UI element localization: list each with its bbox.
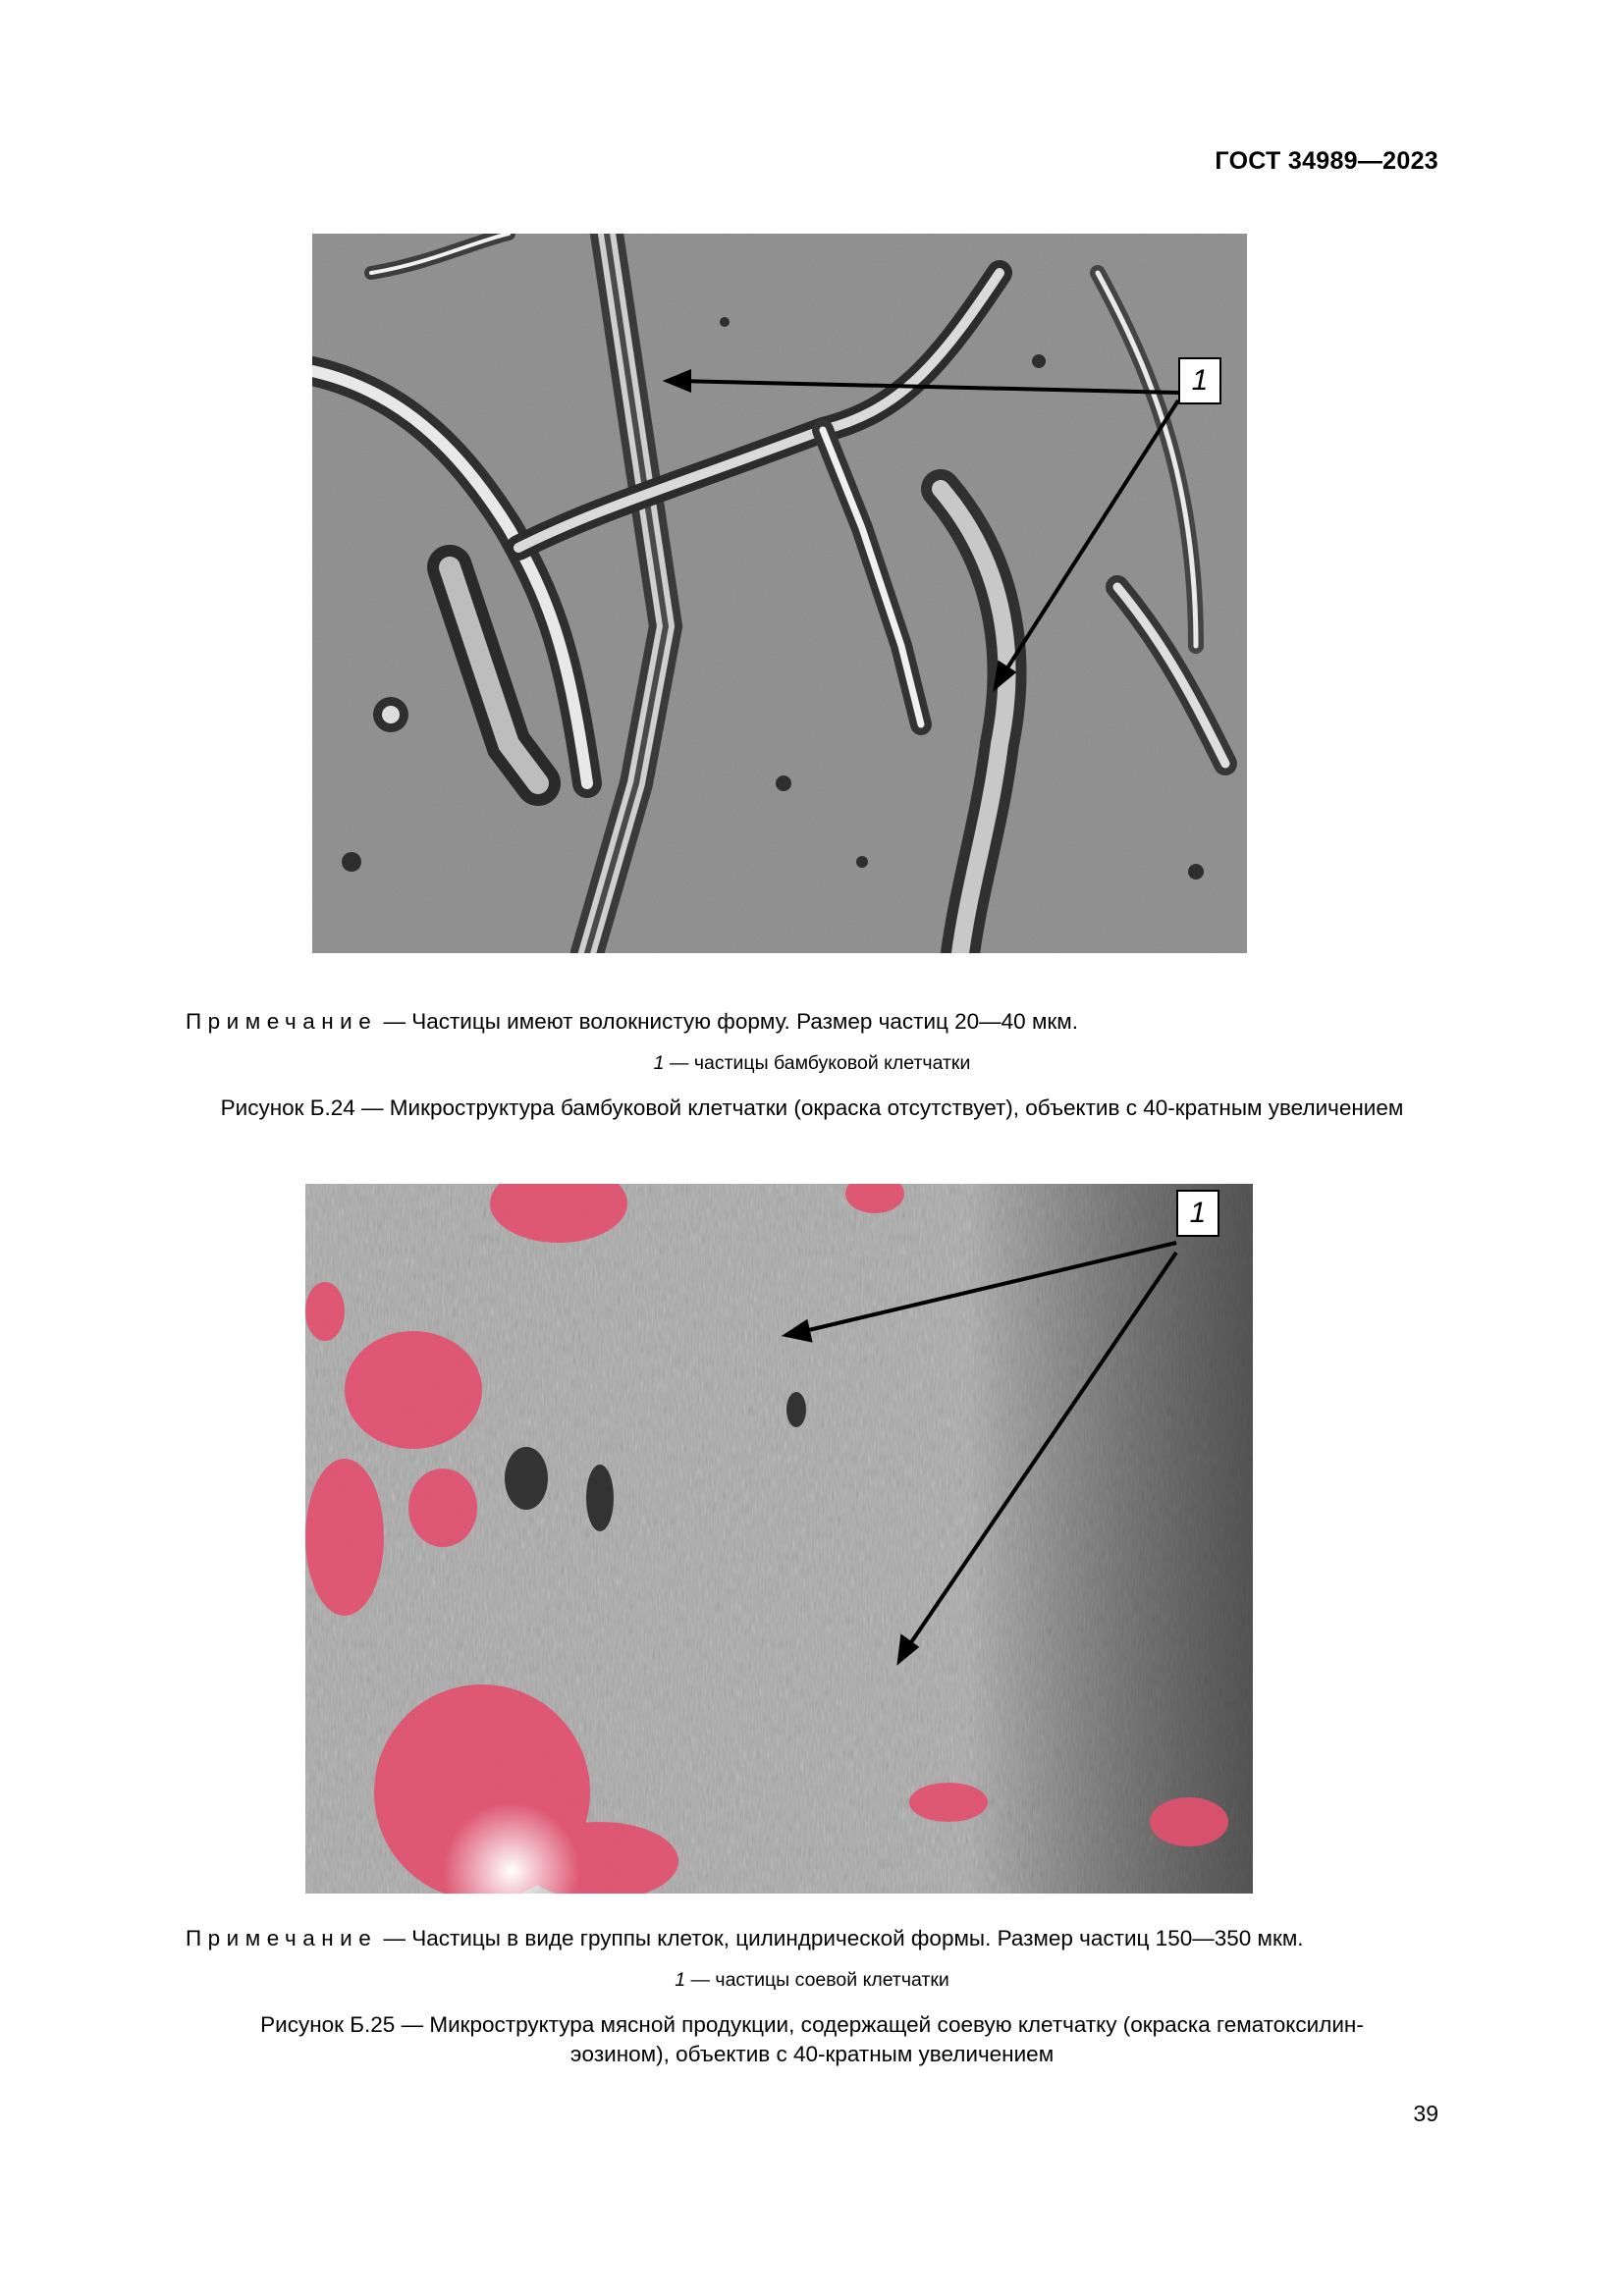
- figure-b24-caption: Рисунок Б.24 — Микроструктура бамбуковой клетчатки (окраска отсутствует), объектив с 40-кратным увеличением: [220, 1095, 1404, 1120]
- legend-number: 1: [653, 1052, 665, 1074]
- figure-b24-note: [186, 1009, 1078, 1035]
- note-label: Примечание: [186, 1926, 378, 1950]
- figure-b24-callout: 1: [1178, 357, 1221, 404]
- legend-number: 1: [675, 1969, 686, 1991]
- legend-text: — частицы бамбуковой клетчатки: [664, 1052, 971, 1074]
- caption-line-1: Рисунок Б.25 — Микроструктура мясной продукции, содержащей соевую клетчатку (окраска гематоксилин-: [260, 2012, 1364, 2037]
- figure-b25-note: [186, 1926, 1304, 1951]
- document-id: ГОСТ 34989—2023: [1215, 147, 1438, 175]
- page-number: 39: [1413, 2101, 1438, 2126]
- figure-b25-callout: 1: [1176, 1190, 1219, 1237]
- caption-line-2: эозином), объектив с 40-кратным увеличением: [569, 2042, 1055, 2066]
- figure-b24-micrograph: [312, 234, 1247, 953]
- note-text: — Частицы имеют волокнистую форму. Размер частиц 20—40 мкм.: [377, 1009, 1078, 1034]
- note-label: Примечание: [186, 1009, 378, 1034]
- legend-text: — частицы соевой клетчатки: [685, 1969, 949, 1991]
- figure-b24-legend: [0, 1052, 1624, 1075]
- figure-b25-caption: [0, 2010, 1624, 2069]
- note-text: — Частицы в виде группы клеток, цилиндрической формы. Размер частиц 150—350 мкм.: [377, 1926, 1304, 1950]
- figure-b25-micrograph: [305, 1184, 1253, 1894]
- figure-b25-legend: [0, 1969, 1624, 1992]
